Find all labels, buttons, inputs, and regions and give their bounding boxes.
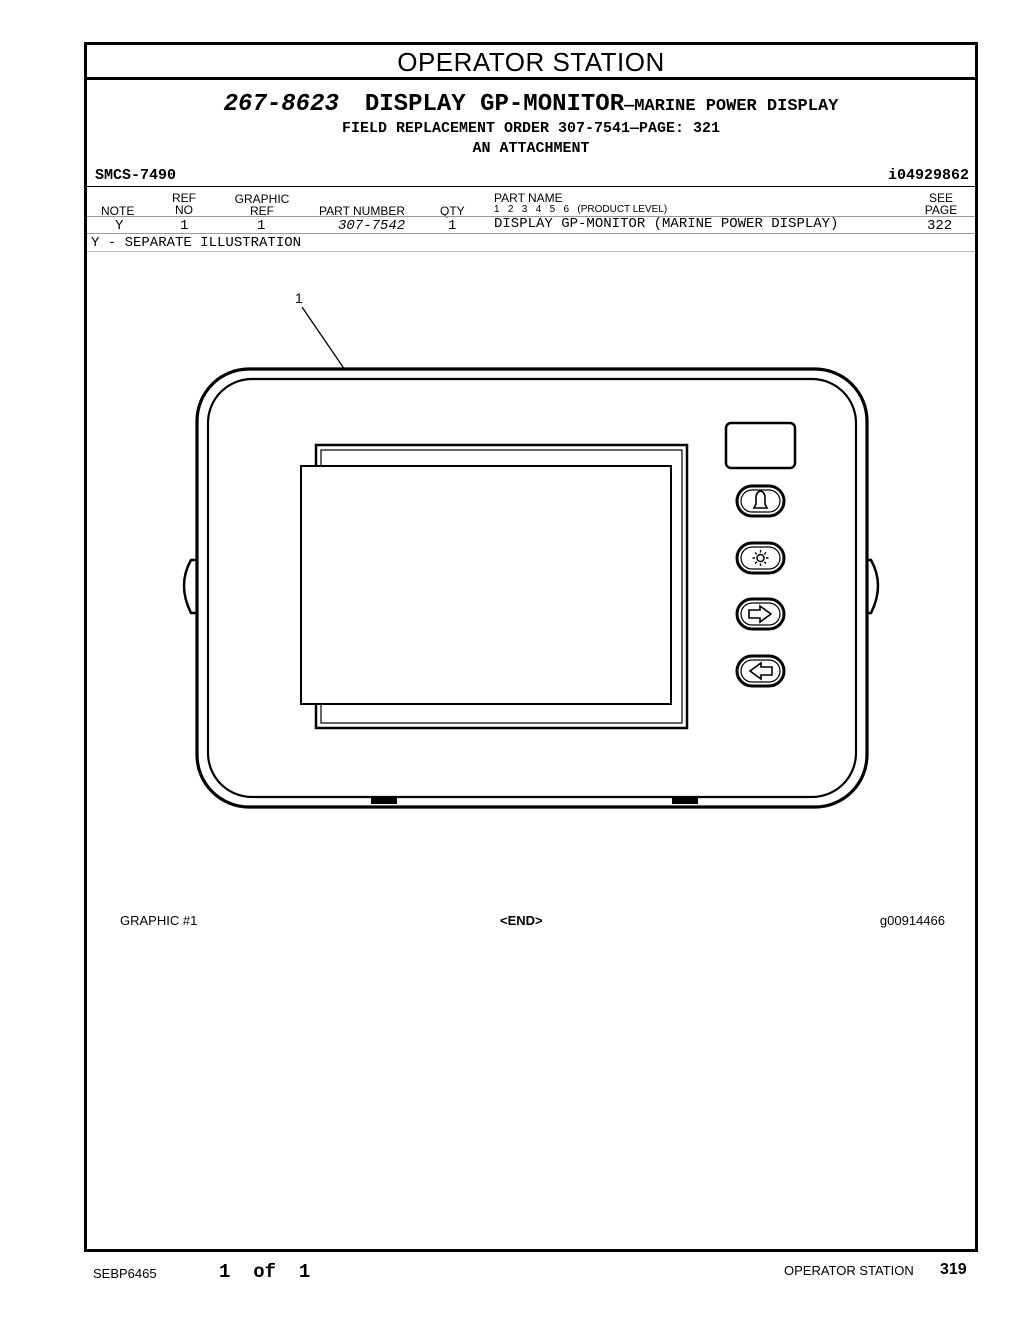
col-see-page-line2: PAGE [924,203,958,217]
row-see-page[interactable]: 322 [927,218,953,234]
lcd-screen [301,466,671,704]
col-note: NOTE [101,204,135,218]
row-note: Y [115,218,124,234]
row-graphic-ref: 1 [257,218,266,234]
end-label: <END> [500,913,543,928]
row-part-name: DISPLAY GP-MONITOR (MARINE POWER DISPLAY) [494,216,839,232]
title-subtitle: —MARINE POWER DISPLAY [624,97,839,116]
graphic-label: GRAPHIC #1 [120,913,198,928]
row-qty: 1 [448,218,457,234]
page-frame [84,42,978,1252]
display-illustration [87,45,975,905]
col-ref-no-line2: NO [175,203,193,217]
col-see-page-line1: SEE [928,191,953,205]
smcs-code: SMCS-7490 [95,167,177,184]
title-part-number: 267-8623 [223,91,339,118]
graphic-number: g00914466 [879,913,945,928]
bottom-clip-right [672,798,698,804]
section-title: OPERATOR STATION [87,45,975,80]
footer-page-of: 1 of 1 [219,1261,311,1283]
bell-button[interactable] [737,486,784,516]
brightness-button[interactable] [737,543,784,573]
next-button[interactable] [737,599,784,629]
callout-leader [302,307,345,370]
footer-page-number: 319 [940,1261,967,1278]
row-ref-no: 1 [180,218,189,234]
footer-doc-number: SEBP6465 [93,1266,157,1281]
bottom-clip-left [371,798,397,804]
status-indicator [726,423,795,468]
col-qty: QTY [440,204,465,218]
col-ref-no-line1: REF [172,191,196,205]
field-replacement-order: FIELD REPLACEMENT ORDER 307-7541—PAGE: 321 [341,120,721,137]
attachment-label: AN ATTACHMENT [472,140,590,157]
col-graphic-ref-line1: GRAPHIC [234,192,290,206]
document-id: i04929862 [887,167,969,184]
row-part-number[interactable]: 307-7542 [338,218,406,234]
callout-number: 1 [295,290,303,306]
col-part-name: PART NAME [494,191,563,205]
col-product-level: 1 2 3 4 5 6 (PRODUCT LEVEL) [494,204,668,215]
footer-section: OPERATOR STATION [784,1263,914,1278]
col-graphic-ref-line2: REF [250,204,274,218]
col-part-number: PART NUMBER [319,204,406,218]
back-button[interactable] [737,656,784,686]
title-part-name: DISPLAY GP-MONITOR [364,91,625,118]
note-text: Y - SEPARATE ILLUSTRATION [91,235,302,251]
